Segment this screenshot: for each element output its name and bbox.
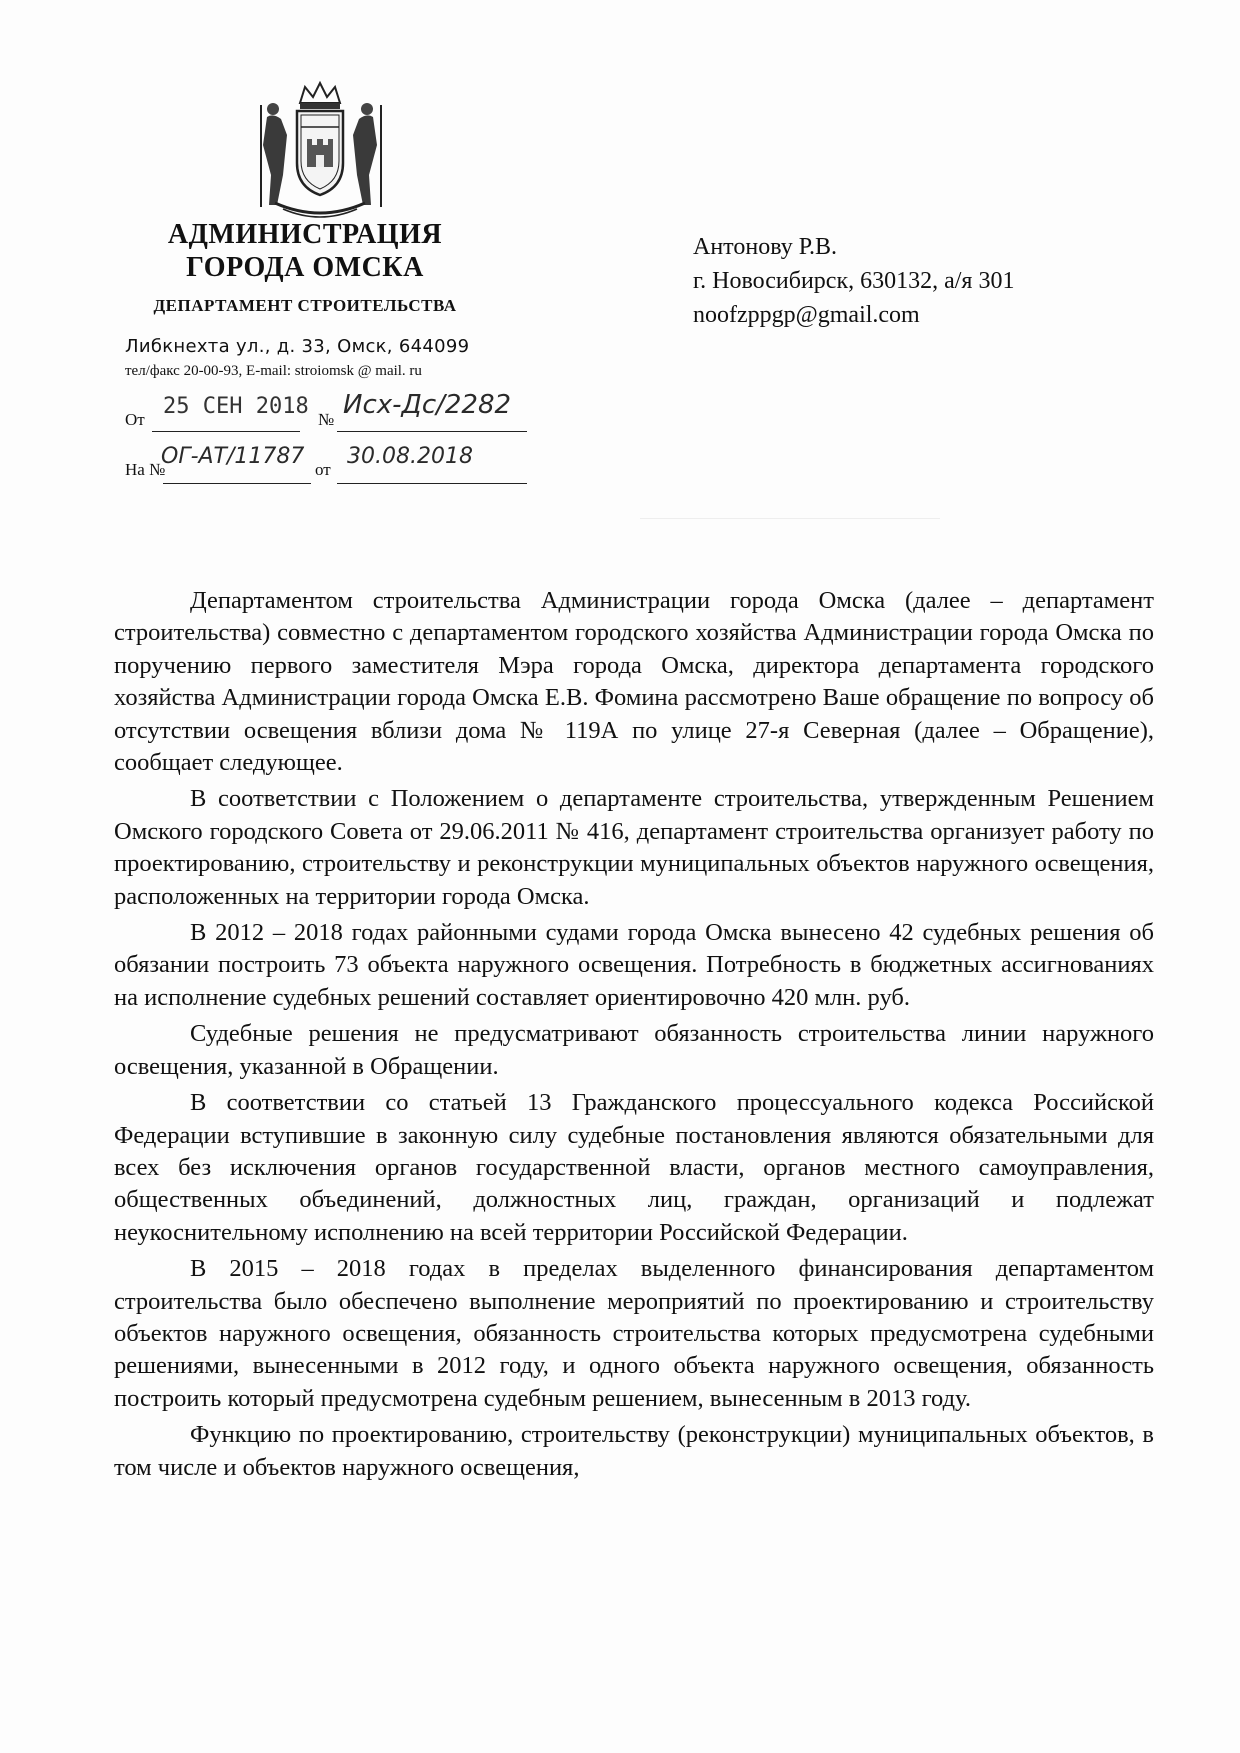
recipient-block — [693, 230, 1014, 332]
department-name: ДЕПАРТАМЕНТ СТРОИТЕЛЬСТВА — [153, 296, 457, 315]
outgoing-ref-row — [125, 390, 545, 430]
from-label: От — [125, 410, 145, 429]
reply-date-handwritten: 30.08.2018 — [347, 444, 473, 469]
from-date-stamp: 25 СЕН 2018 — [163, 394, 309, 419]
body-paragraph: Департаментом строительства Администрации города Омска (далее – департамент строительства) совместно с департаментом городского хозяйства Администрации города Омска по поручению первого заместителя Мэра города Омска, директора департамента городского хозяйства Администрации города Омска Е.В. Фомина рассмотрено Ваше обращение по вопросу об отсутствии освещения вблизи дома № 119А по улице 27-я Северная (далее – Обращение), сообщает следующее. — [114, 587, 1154, 777]
body-paragraph: В соответствии с Положением о департаменте строительства, утвержденным Решением Омского городского Совета от 29.06.2011 № 416, департамент строительства организует работу по проектированию, строительству и реконструкции муниципальных объектов наружного освещения, расположенных на территории города Омска. — [114, 785, 1154, 910]
body-paragraph: В соответствии со статьей 13 Гражданского процессуального кодекса Российской Федерации вступившие в законную силу судебные постановления являются обязательными для всех без исключения органов государственной власти, органов местного самоуправления, общественных объединений, должностных лиц, граждан, организаций и подлежат неукоснительному исполнению на всей территории Российской Федерации. — [114, 1089, 1154, 1246]
org-name-line1: АДМИНИСТРАЦИЯ — [167, 219, 443, 250]
reply-number-label: На № — [125, 460, 166, 479]
body-paragraph: В 2015 – 2018 годах в пределах выделенного финансирования департаментом строительства было обеспечено выполнение мероприятий по проектированию и строительству объектов наружного освещения, обязанность строительства которых предусмотрена судебными решениями, вынесенными в 2012 году, и одного объекта наружного освещения, обязанность построить который предусмотрена судебным решением, вынесенным в 2013 году. — [114, 1255, 1154, 1412]
org-name-line2: ГОРОДА ОМСКА — [186, 252, 424, 283]
recipient-name: Антонову Р.В. — [693, 234, 838, 260]
reply-from-label: от — [315, 460, 331, 479]
body-paragraph: Функцию по проектированию, строительству (реконструкции) муниципальных объектов, в том числе и объектов наружного освещения, — [114, 1421, 1154, 1481]
number-handwritten: Исх-Дс/2282 — [343, 390, 512, 420]
recipient-email: noofzppgp@gmail.com — [693, 302, 920, 328]
organization-block — [110, 218, 500, 316]
org-contacts: тел/факс 20-00-93, E-mail: stroiomsk @ mail. ru — [125, 363, 422, 379]
reply-number-handwritten: ОГ-АТ/11787 — [161, 444, 305, 469]
coat-of-arms-emblem — [245, 75, 395, 225]
reply-ref-row — [125, 444, 545, 482]
body-paragraph: В 2012 – 2018 годах районными судами города Омска вынесено 42 судебных решения об обязании построить 73 объекта наружного освещения. Потребность в бюджетных ассигнованиях на исполнение судебных решений составляет ориентировочно 420 млн. руб. — [114, 919, 1154, 1011]
number-label: № — [318, 410, 335, 429]
recipient-address: г. Новосибирск, 630132, а/я 301 — [693, 268, 1015, 294]
org-address: Либкнехта ул., д. 33, Омск, 644099 — [125, 336, 470, 357]
body-paragraph: Судебные решения не предусматривают обязанность строительства линии наружного освещения, указанной в Обращении. — [114, 1020, 1154, 1080]
letter-body — [114, 585, 1154, 1488]
